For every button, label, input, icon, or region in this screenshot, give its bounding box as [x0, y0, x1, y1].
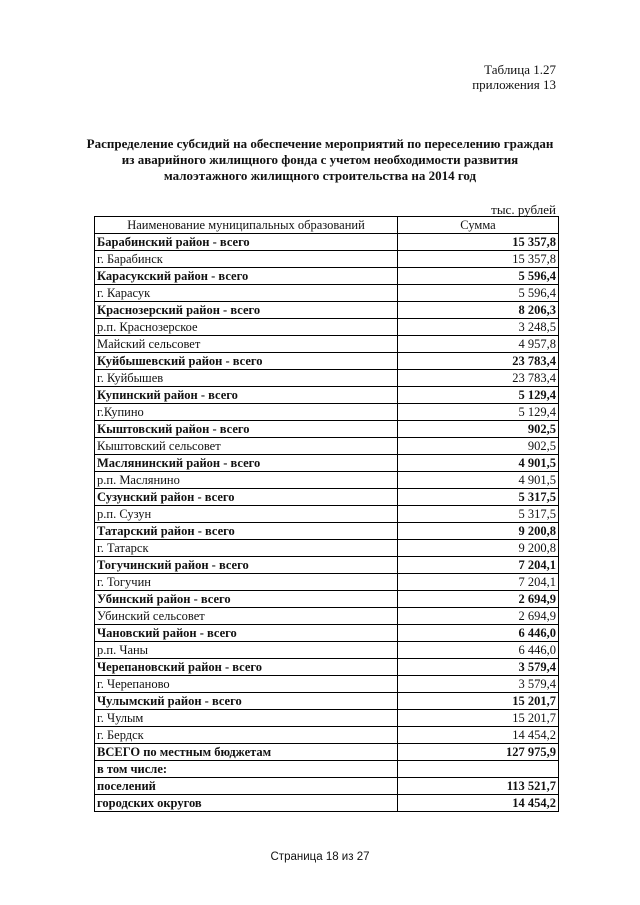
table-row — [95, 302, 559, 319]
table-row — [95, 421, 559, 438]
row-sum: 902,5 — [398, 438, 559, 455]
row-name: р.п. Краснозерское — [95, 319, 398, 336]
row-name: в том числе: — [95, 761, 398, 778]
row-sum: 7 204,1 — [398, 574, 559, 591]
table-row — [95, 761, 559, 778]
row-name: Убинский сельсовет — [95, 608, 398, 625]
table-body — [95, 234, 559, 812]
table-row — [95, 251, 559, 268]
table-row — [95, 625, 559, 642]
row-sum: 15 201,7 — [398, 710, 559, 727]
row-sum: 4 901,5 — [398, 472, 559, 489]
page-number: Страница 18 из 27 — [270, 851, 370, 863]
row-name: Татарский район - всего — [95, 523, 398, 540]
subsidy-table — [94, 216, 559, 812]
table-row — [95, 744, 559, 761]
row-sum: 8 206,3 — [398, 302, 559, 319]
row-sum: 6 446,0 — [398, 642, 559, 659]
row-sum: 3 248,5 — [398, 319, 559, 336]
table-row — [95, 523, 559, 540]
table-row — [95, 693, 559, 710]
row-name: Чулымский район - всего — [95, 693, 398, 710]
row-name: Черепановский район - всего — [95, 659, 398, 676]
row-name: городских округов — [95, 795, 398, 812]
table-row — [95, 795, 559, 812]
row-sum: 7 204,1 — [398, 557, 559, 574]
row-sum: 4 901,5 — [398, 455, 559, 472]
table-row — [95, 353, 559, 370]
row-sum: 3 579,4 — [398, 659, 559, 676]
row-name: Тогучинский район - всего — [95, 557, 398, 574]
row-name: ВСЕГО по местным бюджетам — [95, 744, 398, 761]
row-sum: 5 129,4 — [398, 387, 559, 404]
table-row — [95, 676, 559, 693]
table-row — [95, 438, 559, 455]
table-row — [95, 608, 559, 625]
table-reference — [472, 62, 556, 92]
row-sum: 5 317,5 — [398, 506, 559, 523]
row-sum: 23 783,4 — [398, 370, 559, 387]
table-row — [95, 234, 559, 251]
row-sum: 5 596,4 — [398, 285, 559, 302]
row-sum: 14 454,2 — [398, 727, 559, 744]
row-sum: 23 783,4 — [398, 353, 559, 370]
document-title: Распределение субсидий на обеспечение мероприятий по переселению граждан из аварийного жилищного фонда с учетом необходимости развития малоэтажного жилищного строительства на 2014 год — [86, 136, 554, 183]
table-row — [95, 404, 559, 421]
row-sum: 6 446,0 — [398, 625, 559, 642]
row-name: г. Тогучин — [95, 574, 398, 591]
row-sum: 9 200,8 — [398, 523, 559, 540]
row-sum: 3 579,4 — [398, 676, 559, 693]
row-name: Купинский район - всего — [95, 387, 398, 404]
row-name: р.п. Чаны — [95, 642, 398, 659]
table-row — [95, 472, 559, 489]
column-header-name: Наименование муниципальных образований — [95, 217, 398, 234]
table-row — [95, 642, 559, 659]
row-name: г. Чулым — [95, 710, 398, 727]
table-row — [95, 319, 559, 336]
row-name: Сузунский район - всего — [95, 489, 398, 506]
row-sum: 5 129,4 — [398, 404, 559, 421]
row-name: р.п. Маслянино — [95, 472, 398, 489]
table-row — [95, 540, 559, 557]
row-sum: 15 357,8 — [398, 234, 559, 251]
row-sum: 113 521,7 — [398, 778, 559, 795]
row-name: Маслянинский район - всего — [95, 455, 398, 472]
row-sum: 127 975,9 — [398, 744, 559, 761]
row-name: г. Карасук — [95, 285, 398, 302]
table-row — [95, 659, 559, 676]
table-row — [95, 557, 559, 574]
column-header-sum: Сумма — [398, 217, 559, 234]
row-sum: 2 694,9 — [398, 591, 559, 608]
row-name: Краснозерский район - всего — [95, 302, 398, 319]
table-row — [95, 336, 559, 353]
table-row — [95, 506, 559, 523]
table-row — [95, 727, 559, 744]
row-name: г. Черепаново — [95, 676, 398, 693]
row-sum: 5 596,4 — [398, 268, 559, 285]
table-row — [95, 710, 559, 727]
row-sum: 15 201,7 — [398, 693, 559, 710]
row-sum: 14 454,2 — [398, 795, 559, 812]
table-number: Таблица 1.27 — [484, 62, 556, 77]
row-name: г. Барабинск — [95, 251, 398, 268]
table-row — [95, 489, 559, 506]
row-name: Кыштовский сельсовет — [95, 438, 398, 455]
row-name: Куйбышевский район - всего — [95, 353, 398, 370]
table-row — [95, 591, 559, 608]
appendix-number: приложения 13 — [472, 77, 556, 92]
row-name: г. Куйбышев — [95, 370, 398, 387]
unit-label: тыс. рублей — [491, 202, 556, 217]
row-sum: 9 200,8 — [398, 540, 559, 557]
table-row — [95, 285, 559, 302]
table-row — [95, 455, 559, 472]
row-sum — [398, 761, 559, 778]
row-sum: 15 357,8 — [398, 251, 559, 268]
row-name: Майский сельсовет — [95, 336, 398, 353]
table-row — [95, 778, 559, 795]
row-sum: 2 694,9 — [398, 608, 559, 625]
table-row — [95, 268, 559, 285]
row-name: г. Татарск — [95, 540, 398, 557]
row-name: Барабинский район - всего — [95, 234, 398, 251]
row-name: Карасукский район - всего — [95, 268, 398, 285]
row-name: поселений — [95, 778, 398, 795]
table-row — [95, 370, 559, 387]
row-name: г.Купино — [95, 404, 398, 421]
row-name: Чановский район - всего — [95, 625, 398, 642]
table-row — [95, 574, 559, 591]
row-sum: 902,5 — [398, 421, 559, 438]
table-row — [95, 387, 559, 404]
row-name: р.п. Сузун — [95, 506, 398, 523]
table-header-row — [95, 217, 559, 234]
row-name: Убинский район - всего — [95, 591, 398, 608]
row-sum: 5 317,5 — [398, 489, 559, 506]
row-sum: 4 957,8 — [398, 336, 559, 353]
row-name: г. Бердск — [95, 727, 398, 744]
row-name: Кыштовский район - всего — [95, 421, 398, 438]
